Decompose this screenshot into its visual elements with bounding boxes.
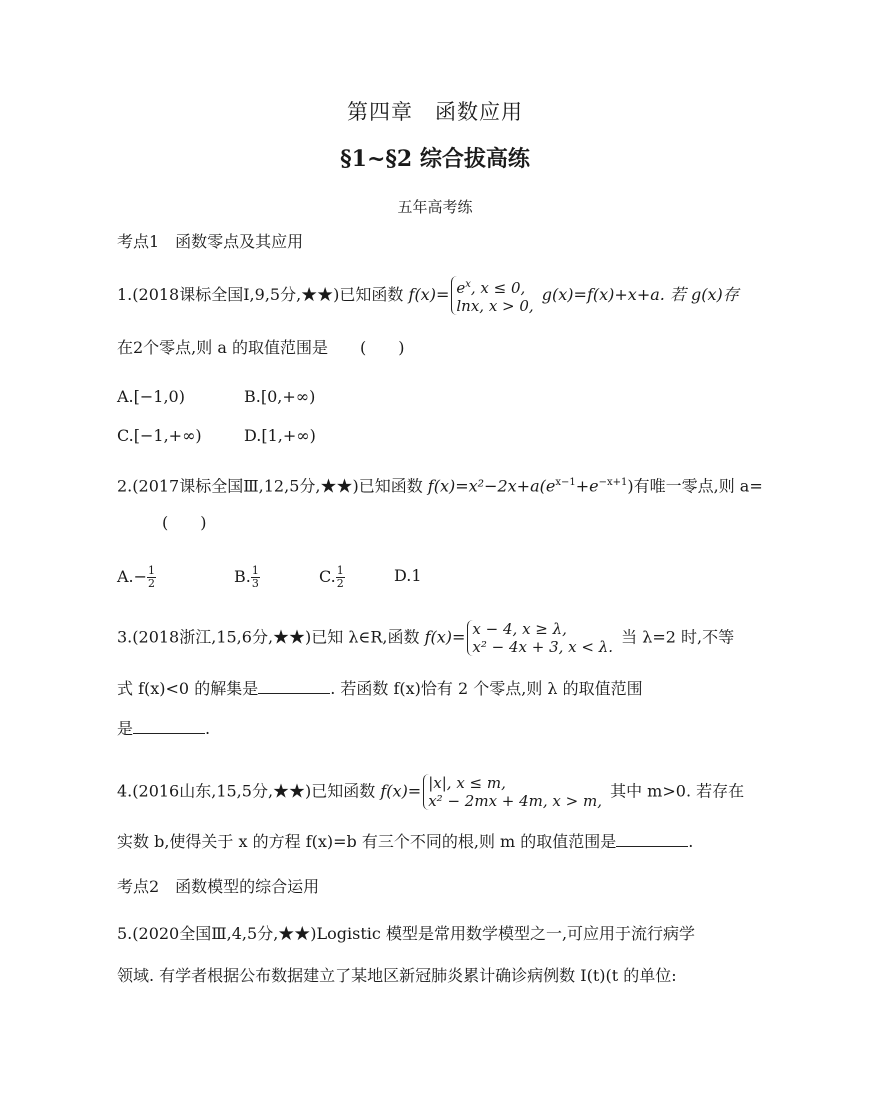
q2-choice-a: A.− $\frac{1}{2}$ [117,564,156,590]
q1-choice-d: D.[1,+∞) [244,426,316,445]
question-2-line-1: 2.(2017课标全国Ⅲ,12,5分,★★)已知函数 $f(x)=x^2-2x+a(e^{x-1}+e^{-x+1})$有唯一零点,则 a= [117,476,763,496]
question-1-line-1 [117,276,739,315]
chapter-title: 第四章 函数应用 [347,100,523,124]
answer-blank [616,832,688,847]
question-4-line-2: 实数 b,使得关于 x 的方程 f(x)=b 有三个不同的根,则 m 的取值范围是 . [117,832,694,851]
q2-choice-d: D.1 [394,566,422,585]
question-3-line-3: 是 . [117,719,211,738]
section-subtitle: 五年高考练 [397,198,473,216]
q1-choice-b: B.[0,+∞) [244,387,316,406]
question-5-line-1: 5.(2020全国Ⅲ,4,5分,★★)Logistic 模型是常用数学模型之一,可应用于流行病学 [117,924,696,943]
question-4-line-1: 4.(2016山东,15,5分,★★)已知函数 f(x)= |x|, x ≤ m, x² − 2mx + 4m, x > m, 其中 m>0. 若存在 [117,774,745,810]
question-3-line-1: 3.(2018浙江,15,6分,★★)已知 λ∈R,函数 f(x)= x − 4, x ≥ λ, x² − 4x + 3, x < λ. 当 λ=2 时,不等 [117,620,735,656]
answer-blank [133,719,205,734]
answer-blank [258,679,330,694]
q3-piecewise: x − 4, x ≥ λ, x² − 4x + 3, x < λ. [467,620,613,656]
q1-fx: f(x)= [408,285,450,304]
q4-piecewise: |x|, x ≤ m, x² − 2mx + 4m, x > m, [423,774,602,810]
question-3-line-2: 式 f(x)<0 的解集是 . 若函数 f(x)恰有 2 个零点,则 λ 的取值范围 [117,679,643,698]
question-1-line-2: 在2个零点,则 a 的取值范围是 ( ) [117,338,405,357]
q2-choice-c: C. $\frac{1}{2}$ [319,564,344,590]
topic-heading-1: 考点1 函数零点及其应用 [117,232,304,251]
q1-gx: g(x)=f(x)+x+a. 若 g(x)存 [541,285,739,304]
q1-prefix: 1.(2018课标全国Ⅰ,9,5分,★★)已知函数 [117,285,404,304]
question-2-paren: ( ) [162,513,207,532]
question-5-line-2: 领域. 有学者根据公布数据建立了某地区新冠肺炎累计确诊病例数 I(t)(t 的单位: [117,966,677,985]
q1-piecewise: $e^x$, x ≤ 0, lnx, x > 0, [451,276,533,315]
q1-choice-c: C.[−1,+∞) [117,426,202,445]
section-title: §1~§2 综合拔高练 [340,146,530,172]
topic-heading-2: 考点2 函数模型的综合运用 [117,877,320,896]
q1-choice-a: A.[−1,0) [117,387,185,406]
q2-choice-b: B. $\frac{1}{3}$ [234,564,259,590]
